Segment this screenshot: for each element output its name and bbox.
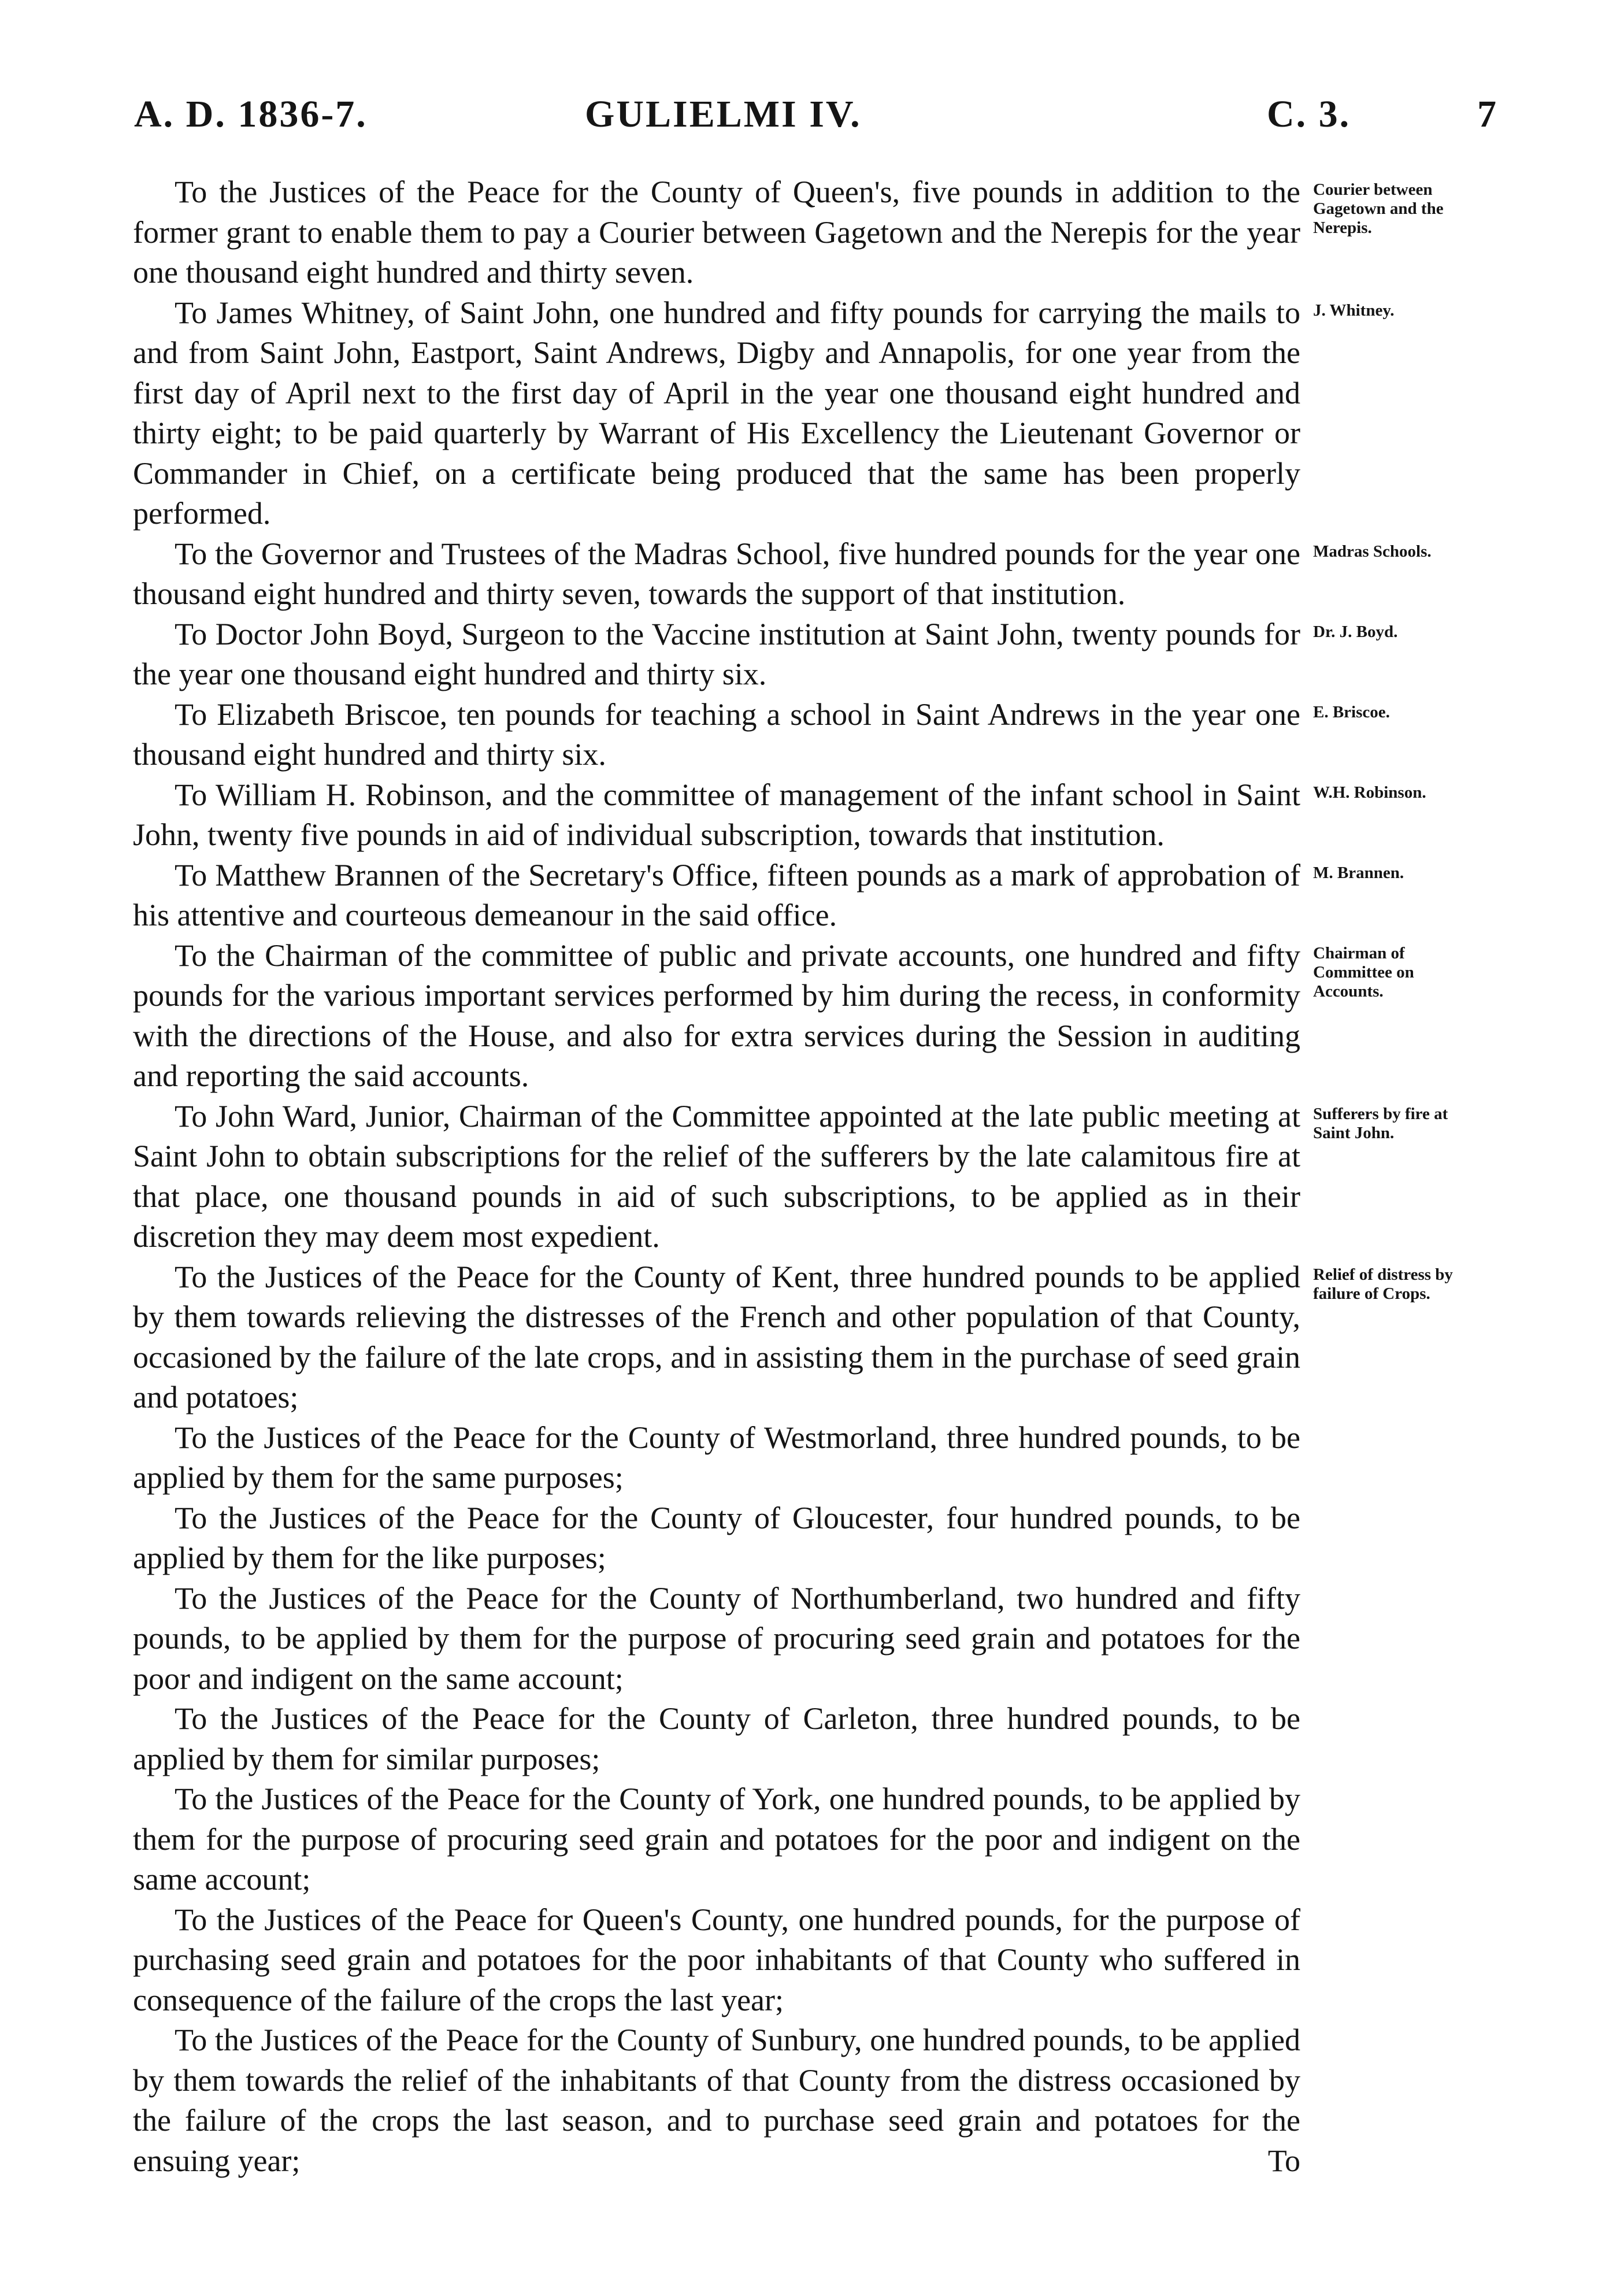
margin-note: Madras Schools. [1313, 542, 1432, 561]
entry-northumberland [133, 1579, 1598, 1699]
entry-text: To the Justices of the Peace for the County of Carleton, three hundred pounds, to be applied by them for similar purposes; [133, 1701, 1300, 1776]
entry-carleton [133, 1699, 1598, 1779]
entry-text: To the Justices of the Peace for the County of Northumberland, two hundred and fifty pounds, to be applied by them for the purpose of procuring seed grain and potatoes for the poor and indigent on the same account; [133, 1580, 1300, 1696]
entry-text: To the Justices of the Peace for the County of Westmorland, three hundred pounds, to be applied by them for the same purposes; [133, 1420, 1300, 1495]
entry-chairman [133, 936, 1598, 1097]
entry-text: To James Whitney, of Saint John, one hundred and fifty pounds for carrying the mails to and from Saint John, Eastport, Saint Andrews, Digby and Annapolis, for one year from the first day of April next to the first day of April in the year one thousand eight hundred and thirty eight; to be paid quarterly by Warrant of His Excellency the Lieutenant Governor or Commander in Chief, on a certificate being produced that the same has been properly performed. [133, 295, 1300, 531]
margin-note: E. Briscoe. [1313, 702, 1390, 721]
entry-text: To the Justices of the Peace for Queen's County, one hundred pounds, for the purpose of purchasing seed grain and potatoes for the poor inhabitants of that County who suffered in consequence of the failure of the crops the last year; [133, 1902, 1300, 2017]
entry-sunbury [133, 2020, 1598, 2181]
entry-text: To the Chairman of the committee of public and private accounts, one hundred and fifty pounds for the various important services performed by him during the recess, in conformity with the directions of the House, and also for extra services during the Session in auditing and reporting the said accounts. [133, 938, 1300, 1093]
entry-brannen [133, 856, 1598, 936]
entry-text: To the Justices of the Peace for the County of York, one hundred pounds, to be applied by them for the purpose of procuring seed grain and potatoes for the poor and indigent on the same account; [133, 1782, 1300, 1897]
entry-briscoe [133, 695, 1598, 775]
entry-westmorland [133, 1418, 1598, 1498]
entry-whitney [133, 293, 1598, 534]
entry-text: To Elizabeth Briscoe, ten pounds for teaching a school in Saint Andrews in the year one thousand eight hundred and thirty six. [133, 697, 1300, 772]
header-chapter: C. 3. [1267, 93, 1351, 135]
entry-kent [133, 1257, 1598, 1418]
entry-text: To the Governor and Trustees of the Madras School, five hundred pounds for the year one thousand eight hundred and thirty seven, towards the support of that institution. [133, 536, 1300, 611]
entry-fire [133, 1097, 1598, 1257]
entry-text: To the Justices of the Peace for the County of Kent, three hundred pounds to be applied by them towards relieving the distresses of the French and other population of that County, occasioned by the failure of the late crops, and in assisting them in the purchase of seed grain and potatoes; [133, 1259, 1300, 1414]
entry-text: To the Justices of the Peace for the County of Sunbury, one hundred pounds, to be applied by them towards the relief of the inhabitants of that County from the distress occasioned by the failure of the crops the last season, and to purchase seed grain and potatoes for the ensuing year; [133, 2023, 1300, 2178]
margin-note: Sufferers by fire at Saint John. [1313, 1104, 1448, 1142]
entry-boyd [133, 614, 1598, 695]
entry-text: To the Justices of the Peace for the County of Queen's, five pounds in addition to the former grant to enable them to pay a Courier between Gagetown and the Nerepis for the year one thousand eight hundred and thirty seven. [133, 175, 1300, 290]
header-reign: GULIELMI IV. [585, 93, 862, 135]
catchword: To [1267, 2143, 1300, 2178]
running-header [134, 92, 1498, 150]
margin-note: Courier between Gagetown and the Nerepis. [1313, 180, 1444, 237]
entry-robinson [133, 775, 1598, 856]
entry-text: To John Ward, Junior, Chairman of the Committee appointed at the late public meeting at Saint John to obtain subscriptions for the relief of the sufferers by the late calamitous fire at that place, one thousand pounds in aid of such subscriptions, to be applied as in their discretion they may deem most expedient. [133, 1098, 1300, 1254]
header-year: A. D. 1836-7. [134, 93, 368, 135]
entry-text: To the Justices of the Peace for the County of Gloucester, four hundred pounds, to be applied by them for the like purposes; [133, 1500, 1300, 1575]
entry-text: To Matthew Brannen of the Secretary's Office, fifteen pounds as a mark of approbation of his attentive and courteous demeanour in the said office. [133, 857, 1300, 932]
margin-note: J. Whitney. [1313, 301, 1395, 320]
margin-note: Dr. J. Boyd. [1313, 622, 1398, 641]
entry-courier [133, 172, 1598, 293]
entry-gloucester [133, 1498, 1598, 1579]
entry-york [133, 1779, 1598, 1900]
entry-text: To William H. Robinson, and the committee of management of the infant school in Saint John, twenty five pounds in aid of individual subscription, towards that institution. [133, 777, 1300, 852]
margin-note: Relief of distress by failure of Crops. [1313, 1265, 1453, 1303]
margin-note: Chairman of Committee on Accounts. [1313, 943, 1414, 1001]
page-body [133, 172, 1598, 2182]
entry-madras [133, 534, 1598, 614]
margin-note: W.H. Robinson. [1313, 783, 1426, 802]
entry-text: To Doctor John Boyd, Surgeon to the Vaccine institution at Saint John, twenty pounds for the year one thousand eight hundred and thirty six. [133, 616, 1300, 691]
page-number: 7 [1477, 93, 1498, 135]
margin-note: M. Brannen. [1313, 863, 1404, 882]
entry-queens [133, 1900, 1598, 2021]
